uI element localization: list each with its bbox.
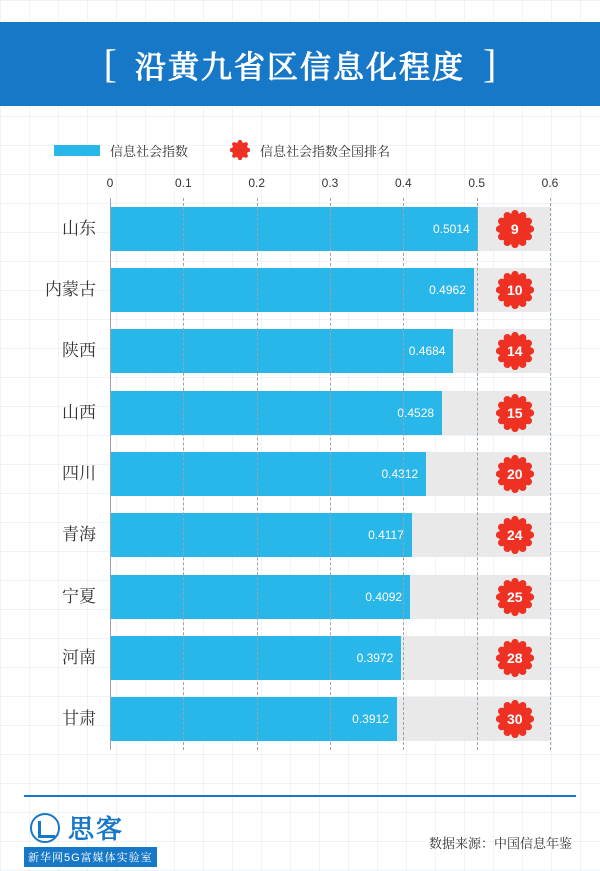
category-label: 四川 xyxy=(62,464,96,483)
legend-label-rank: 信息社会指数全国排名 xyxy=(260,143,391,159)
page-title: 沿黄九省区信息化程度 xyxy=(135,49,465,85)
logo-mark-icon xyxy=(30,813,60,843)
bar xyxy=(110,207,478,251)
x-axis-tick-0.5: 0.5 xyxy=(468,176,485,190)
bracket-right-icon: ] xyxy=(483,41,497,86)
legend-rank-badge-icon xyxy=(230,140,250,160)
category-label: 宁夏 xyxy=(62,586,96,606)
category-label: 山西 xyxy=(62,402,96,422)
category-label: 河南 xyxy=(62,648,96,667)
rank-badge xyxy=(496,639,534,677)
bar-value-label: 0.3912 xyxy=(352,712,389,727)
rank-badge-number: 20 xyxy=(507,466,523,482)
bar xyxy=(110,329,453,373)
rank-badge-number: 9 xyxy=(510,220,519,237)
rank-badge xyxy=(496,578,534,616)
gridline-0.1 xyxy=(183,198,184,750)
footer xyxy=(0,797,600,871)
rank-badge-number: 25 xyxy=(507,588,523,605)
rank-badge xyxy=(496,516,534,554)
bar xyxy=(110,575,410,619)
logo-subtitle: 新华网5G富媒体实验室 xyxy=(24,847,157,867)
gridline-0.4 xyxy=(403,198,404,750)
bar xyxy=(110,697,397,741)
x-axis-tick-0.2: 0.2 xyxy=(248,176,265,190)
category-label: 甘肃 xyxy=(62,709,96,729)
rank-badge-number: 30 xyxy=(507,711,523,728)
rank-badge-number: 28 xyxy=(507,650,523,666)
bar xyxy=(110,636,401,680)
x-axis-tick-labels xyxy=(106,176,559,196)
bar-chart xyxy=(0,176,600,776)
rank-badge xyxy=(496,332,534,370)
rank-badge xyxy=(496,455,534,493)
legend-badge-core xyxy=(232,142,248,158)
bracket-left-icon: [ xyxy=(103,41,117,86)
gridline-0.5 xyxy=(477,198,478,750)
bar-value-label: 0.4117 xyxy=(368,528,404,543)
header-banner xyxy=(0,22,600,106)
bar-value-label: 0.4092 xyxy=(365,589,403,604)
rank-badge-number: 14 xyxy=(507,343,523,360)
legend-label-index: 信息社会指数 xyxy=(110,143,189,159)
bar-value-label: 0.4962 xyxy=(429,283,466,297)
x-axis-tick-0.6: 0.6 xyxy=(541,176,559,190)
bar xyxy=(110,452,426,496)
bar-value-label: 0.4528 xyxy=(397,405,435,420)
logo-text: 思客 xyxy=(68,814,125,844)
rank-badge-number: 10 xyxy=(507,282,523,298)
gridline-0.2 xyxy=(257,198,258,750)
legend-bar-swatch xyxy=(54,145,100,156)
category-label: 山东 xyxy=(62,218,96,238)
rank-badge xyxy=(496,271,534,309)
chart-legend xyxy=(54,140,390,160)
bar-value-label: 0.5014 xyxy=(432,221,470,236)
category-label: 内蒙古 xyxy=(45,280,96,299)
x-axis-tick-0.1: 0.1 xyxy=(174,176,192,190)
gridline-0.3 xyxy=(330,198,331,750)
rank-badge-number: 24 xyxy=(507,527,523,544)
category-label: 陕西 xyxy=(62,341,96,361)
bar xyxy=(110,268,474,312)
x-axis-tick-0.3: 0.3 xyxy=(321,176,339,190)
bar-value-label: 0.4312 xyxy=(381,467,419,481)
rank-badge xyxy=(496,700,534,738)
header-inner xyxy=(104,42,497,87)
rank-badge xyxy=(496,210,534,248)
bar xyxy=(110,513,412,557)
data-source: 数据来源：中国信息年鉴 xyxy=(428,836,572,851)
x-axis-tick-0: 0 xyxy=(106,176,114,190)
bar xyxy=(110,391,442,435)
bar-value-label: 0.3972 xyxy=(356,651,394,665)
rank-badge xyxy=(496,394,534,432)
logo xyxy=(30,809,124,846)
x-axis-tick-0.4: 0.4 xyxy=(394,176,412,190)
rank-badge-number: 15 xyxy=(507,404,523,421)
gridline-0.6 xyxy=(550,198,551,750)
category-label: 青海 xyxy=(62,525,96,545)
gridline-0 xyxy=(110,198,111,750)
bar-value-label: 0.4684 xyxy=(408,344,446,359)
